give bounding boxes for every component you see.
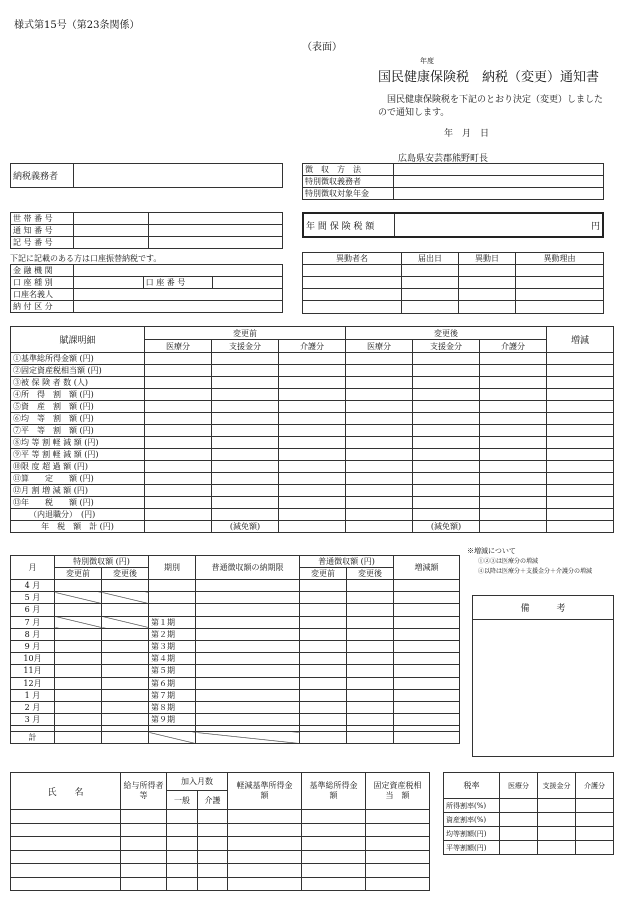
collection-row-label: 特別徴収対象年金 (303, 188, 394, 200)
notice-text: 国民健康保険税を下記のとおり決定（変更）しましたので通知します。 (378, 95, 604, 119)
monthly-row (11, 640, 460, 652)
collection-row-label: 徴 収 方 法 (303, 164, 394, 176)
sub-header: 医療分 (346, 340, 413, 353)
monthly-row (11, 628, 460, 640)
special-before: 変更前 (55, 568, 102, 580)
remarks-label: 備 考 (473, 596, 614, 620)
remarks-field[interactable] (473, 620, 614, 757)
household-row-label: 通 知 番 号 (11, 225, 74, 237)
month-label: 4 月 (11, 580, 55, 592)
rate-row (444, 799, 614, 813)
form-number: 様式第15号（第23条関係） (14, 20, 140, 31)
nendo-label: 年度 (420, 57, 434, 65)
taxpayer-box (10, 163, 283, 188)
annual-total-label: 年 税 額 計 (円) (11, 521, 145, 533)
bank-note: 下記に記載のある方は口座振替納税です。 (10, 254, 162, 263)
change-header: 異動理由 (516, 253, 604, 265)
base-header: 基準総所得金 額 (302, 773, 366, 810)
annual-tax-box (302, 212, 604, 238)
month-label: 5 月 (11, 592, 55, 604)
note-title: ※増減について (467, 547, 516, 555)
bank-row-label: 口 座 種 別 (11, 277, 74, 289)
month-label: 10月 (11, 653, 55, 665)
sub-header: 介護分 (279, 340, 346, 353)
breakdown-row (11, 497, 614, 509)
change-record-table (302, 252, 604, 314)
rates-table (443, 772, 614, 855)
household-row-label: 記 号 番 号 (11, 237, 74, 249)
change-header: 異動者名 (303, 253, 402, 265)
household-row-label: 世 帯 番 号 (11, 213, 74, 225)
rate-row-label: 均等割額(円) (444, 827, 500, 841)
member-row (11, 837, 430, 851)
rate-row (444, 827, 614, 841)
monthly-row (11, 616, 460, 628)
breakdown-row (11, 473, 614, 485)
month-label: 7 月 (11, 616, 55, 628)
breakdown-table (10, 326, 614, 533)
member-row (11, 864, 430, 878)
breakdown-row (11, 485, 614, 497)
rate-header: 医療分 (500, 773, 538, 799)
special-header: 特別徴収額 (円) (55, 556, 149, 568)
sub-header: 支援金分 (212, 340, 279, 353)
normal-header: 普通徴収額 (円) (300, 556, 394, 568)
monthly-total-label: 計 (11, 732, 55, 744)
asset-header: 固定資産税相 当 額 (366, 773, 430, 810)
month-label: 8 月 (11, 628, 55, 640)
account-number-label: 口 座 番 号 (143, 277, 213, 289)
sub-header: 医療分 (145, 340, 212, 353)
diff-header: 増減 (547, 327, 614, 353)
monthly-diff-header: 増減額 (394, 556, 460, 580)
bank-table (10, 264, 283, 313)
member-name-header: 氏 名 (11, 773, 121, 810)
period-label: 第４期 (149, 653, 196, 665)
monthly-row (11, 604, 460, 616)
normal-after: 変更後 (347, 568, 394, 580)
breakdown-row (11, 413, 614, 425)
breakdown-row-label: ①基準総所得金額 (円) (11, 353, 145, 365)
breakdown-row-label: ③被 保 険 者 数 (人) (11, 377, 145, 389)
members-table (10, 772, 430, 891)
salary-header: 給与所得者等 (121, 773, 167, 810)
breakdown-row-label: ⑪算 定 額 (円) (11, 473, 145, 485)
period-label: 第１期 (149, 616, 196, 628)
breakdown-row-label: （内退職分） (円) (11, 509, 145, 521)
breakdown-row-label: ②固定資産税相当額 (円) (11, 365, 145, 377)
annual-tax-unit: 円 (395, 213, 604, 237)
period-header: 期別 (149, 556, 196, 580)
breakdown-row-label: ⑥均 等 割 額 (円) (11, 413, 145, 425)
month-label: 1 月 (11, 689, 55, 701)
breakdown-row (11, 461, 614, 473)
breakdown-row (11, 509, 614, 521)
bank-row-label: 金 融 機 関 (11, 265, 74, 277)
breakdown-row (11, 425, 614, 437)
period-label: 第５期 (149, 665, 196, 677)
month-label: 2 月 (11, 701, 55, 713)
after-header: 変更後 (346, 327, 547, 340)
month-header: 月 (11, 556, 55, 580)
months-header: 加入月数 (167, 773, 228, 791)
member-row (11, 810, 430, 824)
monthly-table (10, 555, 460, 744)
page-title: 国民健康保険税 納税（変更）通知書 (378, 70, 600, 85)
period-label: 第６期 (149, 677, 196, 689)
breakdown-row-label: ⑩限 度 超 過 額 (円) (11, 461, 145, 473)
breakdown-row-label: ⑤資 産 割 額 (円) (11, 401, 145, 413)
breakdown-row (11, 401, 614, 413)
issuer-name: 広島県安芸郡熊野町長 (398, 154, 489, 164)
deadline-header: 普通徴収額の納期限 (196, 556, 300, 580)
remarks-box (472, 595, 614, 757)
breakdown-title: 賦課明細 (11, 327, 145, 353)
member-row (11, 877, 430, 891)
monthly-row (11, 714, 460, 726)
sub-header: 支援金分 (413, 340, 480, 353)
monthly-row (11, 689, 460, 701)
period-label: 第７期 (149, 689, 196, 701)
before-exempt: (減免額) (212, 521, 279, 533)
special-after: 変更後 (102, 568, 149, 580)
month-label: 12月 (11, 677, 55, 689)
after-exempt: (減免額) (413, 521, 480, 533)
breakdown-row (11, 389, 614, 401)
breakdown-row-label: ⑧均 等 割 軽 減 額 (円) (11, 437, 145, 449)
collection-table (302, 163, 604, 200)
breakdown-row (11, 449, 614, 461)
month-label: 6 月 (11, 604, 55, 616)
breakdown-row (11, 353, 614, 365)
month-label: 11月 (11, 665, 55, 677)
collection-value (394, 176, 604, 188)
rate-header: 介護分 (576, 773, 614, 799)
rate-row-label: 所得割率(%) (444, 799, 500, 813)
breakdown-row (11, 365, 614, 377)
change-header: 届出日 (402, 253, 459, 265)
bank-row-label: 納 付 区 分 (11, 301, 74, 313)
member-row (11, 823, 430, 837)
general-header: 一般 (167, 791, 198, 810)
period-label (149, 604, 196, 616)
month-label: 9 月 (11, 640, 55, 652)
taxpayer-field[interactable] (74, 164, 283, 188)
period-label: 第２期 (149, 628, 196, 640)
side-label: （表面） (302, 42, 342, 53)
period-label: 第３期 (149, 640, 196, 652)
reduced-header: 軽減基準所得金 額 (228, 773, 302, 810)
annual-tax-label: 年 間 保 険 税 額 (303, 213, 395, 237)
normal-before: 変更前 (300, 568, 347, 580)
period-label (149, 580, 196, 592)
monthly-row (11, 701, 460, 713)
monthly-row (11, 665, 460, 677)
period-label: 第９期 (149, 714, 196, 726)
breakdown-row-label: ④所 得 割 額 (円) (11, 389, 145, 401)
care-header: 介護 (198, 791, 228, 810)
breakdown-row (11, 437, 614, 449)
bank-row-label: 口座名義人 (11, 289, 74, 301)
breakdown-row-label: ⑬年 税 額 (円) (11, 497, 145, 509)
period-label: 第８期 (149, 701, 196, 713)
note-line: ④以降は医療分＋支援金分＋介護分の増減 (478, 568, 593, 575)
breakdown-row-label: ⑦平 等 割 額 (円) (11, 425, 145, 437)
month-label: 3 月 (11, 714, 55, 726)
collection-value (394, 164, 604, 176)
change-header: 異動日 (459, 253, 516, 265)
before-header: 変更前 (145, 327, 346, 340)
rate-header: 税率 (444, 773, 500, 799)
rate-header: 支援金分 (538, 773, 576, 799)
sub-header: 介護分 (480, 340, 547, 353)
rate-row (444, 841, 614, 855)
rate-row-label: 平等割額(円) (444, 841, 500, 855)
issue-date: 年 月 日 (444, 129, 490, 139)
rate-row (444, 813, 614, 827)
monthly-row (11, 580, 460, 592)
monthly-row (11, 592, 460, 604)
monthly-row (11, 677, 460, 689)
rate-row-label: 資産割率(%) (444, 813, 500, 827)
period-label (149, 592, 196, 604)
monthly-row (11, 653, 460, 665)
breakdown-row-label: ⑫月 割 増 減 額 (円) (11, 485, 145, 497)
note-line: ①②③は医療分の増減 (478, 558, 539, 565)
member-row (11, 850, 430, 864)
breakdown-row (11, 377, 614, 389)
taxpayer-label: 納税義務者 (11, 164, 74, 188)
collection-row-label: 特別徴収義務者 (303, 176, 394, 188)
collection-value (394, 188, 604, 200)
household-table (10, 212, 283, 249)
breakdown-row-label: ⑨平 等 割 軽 減 額 (円) (11, 449, 145, 461)
